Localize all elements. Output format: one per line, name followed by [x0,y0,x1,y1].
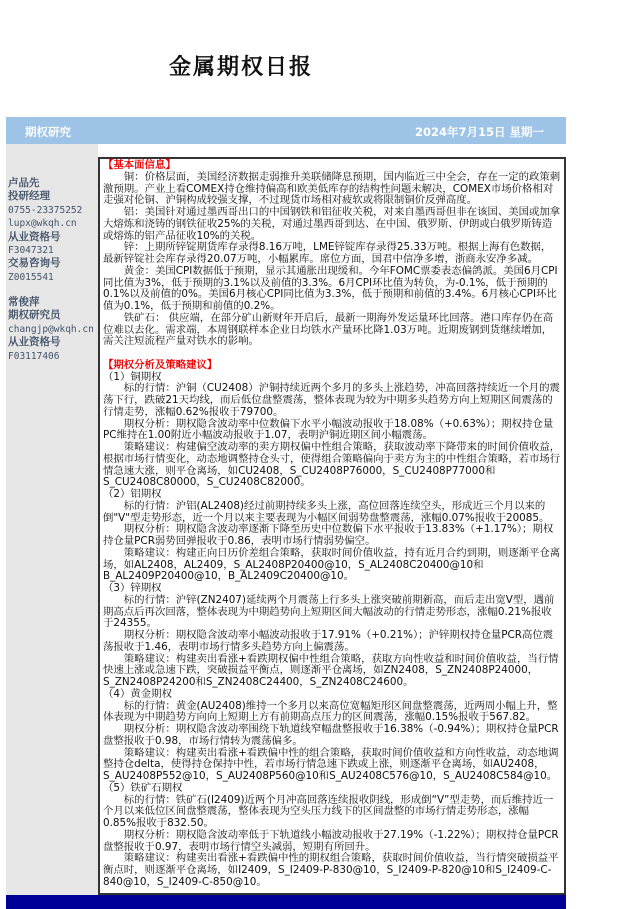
strategy-section-title-zinc: （3）锌期权 [103,582,162,594]
report-body [98,157,566,895]
fundamentals-iron-ore: 铁矿石： 供应端，在部分矿山新财年开启后，最新一期海外发运量环比回落。港口库存仍在高位难以去化。需求端，本周钢联样本企业日均铁水产量环比降1.03万吨。近期废钢到货继续增加，需关注短流程产量对铁水的影响。 [103,311,554,348]
analyst-phone: 0755-23375252 [8,204,83,216]
analyst-role: 投研经理 [8,190,50,203]
strategy-paragraph-copper: 标的行情：沪铜（CU2408）沪铜持续近两个多月的多头上涨趋势，冲高回落持续近一个月的震荡下行，跌破21天均线，而后低位盘整震荡，整体表现为较为中期多头趋势方向上短期区间震荡的行情走势，涨幅0.62%报收于79700。 [103,382,560,418]
footer-bar [6,895,566,909]
strategy-paragraph-gold: 标的行情：黄金(AU2408)维持一个多月以来高位宽幅矩形区间盘整震荡，近两周小幅上升，整体表现为中期趋势方向向上短期上方有前期高点压力的区间震荡，涨幅0.15%报收于567.82。 [103,699,558,724]
strategy-paragraph-copper: 期权分析：期权隐含波动率中位数偏下水平小幅波动报收于18.08%（+0.63%）；期权持仓量PC维持在1.00附近小幅波动报收于1.07，表明沪铜近期区间小幅震荡。 [103,417,554,442]
strategy-paragraph-gold: 期权分析：期权隐含波动率围绕下轨道线窄幅盘整报收于16.38%（-0.94%）；期权持仓量PCR盘整报收于0.98，市场行情转为震荡偏多。 [103,723,559,747]
strategy-section-title-gold: （4）黄金期权 [103,687,172,700]
section-label: 期权研究 [25,125,71,139]
main-area [6,144,566,909]
strategy-paragraph-aluminum: 期权分析：期权隐含波动率逐渐下降至历史中位数偏下水平报收于13.83%（+1.17%）；期权持仓量PCR弱势回弹报收于0.86，表明市场行情弱势偏空。 [103,523,554,547]
analyst-name: 卢品先 [8,177,40,189]
analyst-card [8,296,94,363]
cert-number: F03117406 [8,350,60,362]
consult-number: Z0015541 [8,271,54,283]
fundamentals-heading: 【基本面信息】 [103,159,176,171]
strategy-heading: 【期权分析及策略建议】 [103,358,218,371]
strategy-paragraph-iron-ore: 标的行情：铁矿石(I2409)近两个月冲高回落连续报收阴线，形成倒“V”型走势，而后维持近一个月以来低位区间盘整震荡，整体表现为空头压力线下的区间盘整的市场行情走势形态，涨幅0.85%报收于832.50。 [103,793,554,829]
strategy-section-title-copper: （1）铜期权 [103,370,162,383]
analyst-email[interactable]: lupx@wkqh.cn [8,218,77,230]
fundamentals-zinc: 锌：上期所锌锭期货库存录得8.16万吨，LME锌锭库存录得25.33万吨。根据上海有色数据，最新锌锭社会库存录得20.07万吨，小幅累库。席位方面，国君中信净多增，浙商永安净多减。 [103,241,552,265]
strategy-paragraph-gold: 策略建议：构建卖出看涨+看跌偏中性的组合策略，获取时间价值收益和方向性收益，动态地调整持仓delta，使得持仓保持中性，若市场行情急速下跌或上涨，则逐渐平仓离场，如AU2408，S_AU2408P552@10，S_AU2408P560@10和S_AU2408C576@10，S_AU2408C584@10。 [103,746,559,782]
strategy-paragraph-aluminum: 策略建议：构建正向日历价差组合策略，获取时间价值收益，持有近月合约到期，则逐渐平仓离场，如AL2408，AL2409，S_AL2408P20400@10，S_AL2408C20400@10和B_AL2409P20400@10，B_AL2409C20400@10。 [103,546,561,583]
strategy-paragraph-iron-ore: 期权分析：期权隐含波动率低于下轨道线小幅波动报收于27.19%（-1.22%）；期权持仓量PCR盘整报收于0.97，表明市场行情空头减弱，短期有所回升。 [103,828,559,853]
strategy-section-title-aluminum: （2）铝期权 [103,488,162,500]
strategy-paragraph-iron-ore: 策略建议：构建卖出看涨+看跌偏中性的期权组合策略，获取时间价值收益，当行情突破损益平衡点时，则逐渐平仓离场，如I2409，S_I2409-P-830@10，S_I2409-P-820@10和S_I2409-C-840@10，S_I2409-C-850@10。 [103,852,559,888]
header-bar [6,117,566,144]
cert-number: F3047321 [8,245,54,257]
analyst-sidebar [6,144,98,895]
analyst-email[interactable]: changjp@wkqh.cn [8,323,94,335]
strategy-paragraph-zinc: 期权分析：期权隐含波动率小幅波动报收于17.91%（+0.21%）；沪锌期权持仓量PCR高位震荡报收于1.46，表明市场行情多头趋势方向上偏震荡。 [103,629,554,653]
strategy-paragraph-zinc: 标的行情：沪锌(ZN2407)延续两个月震荡上行多头上涨突破前期新高，而后走出宽V型，遇前期高点后再次回落，整体表现为中期趋势向上短期区间大幅波动的行情走势形态，涨幅0.21%报收于24355。 [103,593,555,630]
cert-label: 从业资格号 [8,336,61,349]
analyst-name: 常俊萍 [8,296,40,308]
strategy-paragraph-zinc: 策略建议：构建卖出看涨+看跌期权偏中性组合策略，获取方向性收益和时间价值收益，当行情快速上涨或急速下跌，突破损益平衡点，则逐渐平仓离场，如ZN2408，S_ZN2408P24000，S_ZN2408P24200和S_ZN2408C24400，S_ZN2408C24600。 [103,652,559,688]
fundamentals-aluminum: 铝：美国针对通过墨西哥出口的中国钢铁和铝征收关税，对来自墨西哥但非在该国、美国或加拿大熔炼和浇铸的钢铁征收25%的关税，对通过墨西哥到达、在中国、俄罗斯、伊朗或白俄罗斯铸造或熔炼的铝产品征收10%的关税。 [103,206,561,242]
analyst-role: 期权研究员 [8,309,61,322]
strategy-section-title-iron-ore: （5）铁矿石期权 [103,781,183,794]
fundamentals-gold: 黄金：美国CPI数据低于预期，显示其通胀出现缓和。今年FOMC票委表态偏鸽派。美国6月CPI同比值为3%，低于预期的3.1%以及前值的3.3%。6月CPI环比值为转负，为-0.1%，低于预期的0.1%以及前值的0%。美国6月核心CPI同比值为3.3%，低于预期和前值的3.4%。6月核心CPI环比值为0.1%，低于预期和前值的0.2%。 [103,264,558,312]
cert-label: 从业资格号 [8,230,61,243]
fundamentals-copper: 铜：价格层面，美国经济数据走弱推升美联储降息预期，国内临近三中全会，存在一定的政策刺激预期。产业上看COMEX持仓维持偏高和欧美低库存的结构性问题未解决，COMEX市场价格相对走强对伦铜、沪铜构成较强支撑，不过现货市场相对疲软或将限制铜价反弹高度。 [103,170,561,207]
report-title: 金属期权日报 [168,54,313,80]
strategy-paragraph-aluminum: 标的行情：沪铝(AL2408)经过前期持续多头上涨，高位回落连续空头，形成近三个月以来的倒"V"型走势形态，近一个月以来主要表现为小幅区间弱势盘整震荡，涨幅0.07%报收于20085。 [103,499,550,524]
report-date: 2024年7月15日 星期一 [414,125,544,139]
strategy-paragraph-copper: 策略建议：构建偏空波动率的卖方期权偏中性组合策略，获取波动率下降带来的时间价值收益，根据市场行情变化，动态地调整持仓头寸，使得组合策略偏向于卖方为主的中性组合策略，若市场行情急速大涨，则平仓离场，如CU2408，S_CU2408P76000，S_CU2408P77000和S_CU2408C80000，S_CU2408C82000。 [103,441,561,489]
analyst-card [8,177,82,284]
consult-label: 交易咨询号 [8,257,61,270]
